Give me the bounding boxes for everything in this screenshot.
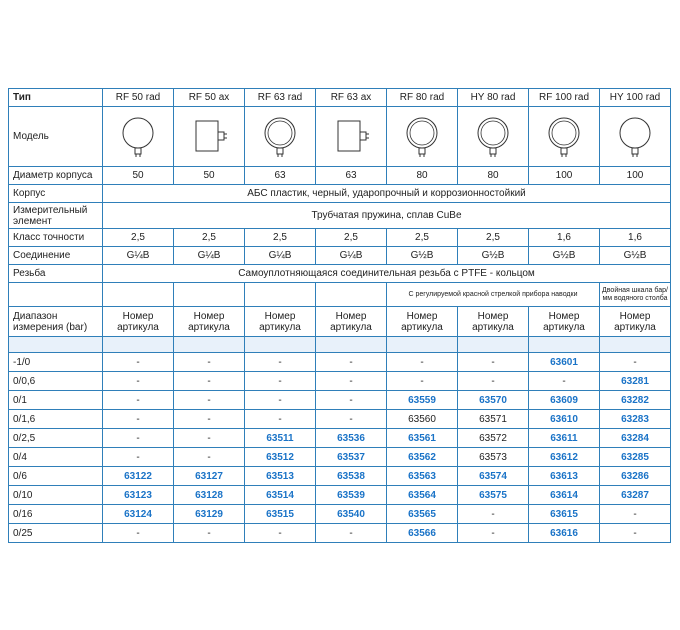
notes-row (9, 283, 671, 307)
article-number-cell: 63538 (316, 467, 387, 486)
range-label: 0/6 (9, 467, 103, 486)
article-number-cell: 63512 (245, 448, 316, 467)
type-cell: RF 50 ax (174, 89, 245, 107)
range-header-row (9, 307, 671, 337)
article-number-cell: 63560 (387, 410, 458, 429)
accuracy-cell: 2,5 (458, 229, 529, 247)
article-number-cell: 63122 (103, 467, 174, 486)
empty-cell: - (103, 391, 174, 410)
spacer-row (9, 337, 671, 353)
article-number-cell: 63611 (529, 429, 600, 448)
range-label: 0/25 (9, 524, 103, 543)
range-row (9, 524, 671, 543)
empty-cell: - (316, 391, 387, 410)
model-row (9, 107, 671, 167)
article-number-cell: 63283 (600, 410, 671, 429)
range-row (9, 391, 671, 410)
range-row (9, 467, 671, 486)
type-cell: HY 100 rad (600, 89, 671, 107)
article-header: Номер артикула (458, 307, 529, 337)
housing-label: Корпус (9, 185, 103, 203)
article-number-cell: 63124 (103, 505, 174, 524)
empty-cell: - (174, 524, 245, 543)
connection-cell: G½B (387, 247, 458, 265)
gauge-radial-icon (260, 115, 300, 159)
article-number-cell: 63612 (529, 448, 600, 467)
article-number-cell: 63286 (600, 467, 671, 486)
type-row (9, 89, 671, 107)
article-number-cell: 63514 (245, 486, 316, 505)
diameter-cell: 63 (245, 167, 316, 185)
connection-cell: G½B (458, 247, 529, 265)
article-header: Номер артикула (103, 307, 174, 337)
article-number-cell: 63513 (245, 467, 316, 486)
empty-cell: - (245, 524, 316, 543)
gauge-axial-icon (186, 115, 232, 159)
article-number-cell: 63282 (600, 391, 671, 410)
article-number-cell: 63515 (245, 505, 316, 524)
thread-label: Резьба (9, 265, 103, 283)
gauge-spec-table (8, 88, 671, 543)
article-number-cell: 63539 (316, 486, 387, 505)
type-cell: RF 63 rad (245, 89, 316, 107)
article-header: Номер артикула (387, 307, 458, 337)
diameter-cell: 80 (458, 167, 529, 185)
empty-cell: - (600, 353, 671, 372)
empty-cell: - (103, 372, 174, 391)
article-number-cell: 63566 (387, 524, 458, 543)
gauge-radial-icon (118, 115, 158, 159)
model-cell (103, 107, 174, 167)
empty-cell: - (245, 372, 316, 391)
article-number-cell: 63614 (529, 486, 600, 505)
range-label: 0/1,6 (9, 410, 103, 429)
accuracy-label: Класс точности (9, 229, 103, 247)
gauge-radial-icon (473, 115, 513, 159)
empty-cell: - (458, 505, 529, 524)
empty-cell: - (103, 353, 174, 372)
empty-cell: - (529, 372, 600, 391)
element-value: Трубчатая пружина, сплав CuBe (103, 203, 671, 229)
article-number-cell: 63563 (387, 467, 458, 486)
element-label: Измерительный элемент (9, 203, 103, 229)
empty-cell: - (174, 448, 245, 467)
article-number-cell: 63574 (458, 467, 529, 486)
range-row (9, 448, 671, 467)
article-number-cell: 63616 (529, 524, 600, 543)
type-label: Тип (9, 89, 103, 107)
article-number-cell: 63565 (387, 505, 458, 524)
article-number-cell: 63287 (600, 486, 671, 505)
connection-cell: G¼B (174, 247, 245, 265)
article-number-cell: 63615 (529, 505, 600, 524)
housing-value: АБС пластик, черный, ударопрочный и коррозионностойкий (103, 185, 671, 203)
type-cell: RF 63 ax (316, 89, 387, 107)
accuracy-cell: 2,5 (316, 229, 387, 247)
empty-cell: - (458, 372, 529, 391)
empty-cell: - (387, 372, 458, 391)
model-cell (245, 107, 316, 167)
connection-label: Соединение (9, 247, 103, 265)
article-number-cell: 63601 (529, 353, 600, 372)
range-label: 0/0,6 (9, 372, 103, 391)
empty-cell: - (458, 353, 529, 372)
diameter-row (9, 167, 671, 185)
range-row (9, 486, 671, 505)
type-cell: HY 80 rad (458, 89, 529, 107)
empty-cell: - (316, 410, 387, 429)
range-label: 0/10 (9, 486, 103, 505)
article-number-cell: 63511 (245, 429, 316, 448)
empty-cell: - (245, 410, 316, 429)
model-cell (600, 107, 671, 167)
note-adjustable-pointer: С регулируемой красной стрелкой прибора наводки (387, 283, 600, 307)
gauge-axial-icon (328, 115, 374, 159)
empty-cell: - (174, 372, 245, 391)
empty-cell: - (174, 429, 245, 448)
article-number-cell: 63540 (316, 505, 387, 524)
range-row (9, 410, 671, 429)
article-number-cell: 63285 (600, 448, 671, 467)
article-number-cell: 63572 (458, 429, 529, 448)
model-cell (529, 107, 600, 167)
empty-cell: - (103, 410, 174, 429)
accuracy-cell: 2,5 (103, 229, 174, 247)
article-number-cell: 63570 (458, 391, 529, 410)
range-label: 0/16 (9, 505, 103, 524)
empty-cell: - (103, 429, 174, 448)
thread-value: Самоуплотняющаяся соединительная резьба с PTFE - кольцом (103, 265, 671, 283)
connection-cell: G¼B (103, 247, 174, 265)
gauge-radial-icon (544, 115, 584, 159)
article-number-cell: 63284 (600, 429, 671, 448)
model-label: Модель (9, 107, 103, 167)
empty-cell: - (458, 524, 529, 543)
accuracy-row (9, 229, 671, 247)
thread-row (9, 265, 671, 283)
range-label: -1/0 (9, 353, 103, 372)
diameter-cell: 63 (316, 167, 387, 185)
type-cell: RF 50 rad (103, 89, 174, 107)
diameter-cell: 50 (103, 167, 174, 185)
empty-cell: - (103, 448, 174, 467)
empty-cell: - (245, 353, 316, 372)
diameter-label: Диаметр корпуса (9, 167, 103, 185)
article-number-cell: 63575 (458, 486, 529, 505)
article-number-cell: 63573 (458, 448, 529, 467)
accuracy-cell: 2,5 (174, 229, 245, 247)
empty-cell: - (316, 372, 387, 391)
empty-cell: - (174, 391, 245, 410)
article-number-cell: 63613 (529, 467, 600, 486)
article-header: Номер артикула (529, 307, 600, 337)
article-number-cell: 63564 (387, 486, 458, 505)
empty-cell: - (600, 524, 671, 543)
housing-row (9, 185, 671, 203)
connection-row (9, 247, 671, 265)
gauge-radial-icon (615, 115, 655, 159)
range-label: 0/4 (9, 448, 103, 467)
connection-cell: G¼B (316, 247, 387, 265)
diameter-cell: 100 (600, 167, 671, 185)
article-number-cell: 63128 (174, 486, 245, 505)
empty-cell: - (387, 353, 458, 372)
article-number-cell: 63536 (316, 429, 387, 448)
empty-cell: - (316, 524, 387, 543)
diameter-cell: 100 (529, 167, 600, 185)
range-row (9, 353, 671, 372)
range-header-label: Диапазон измерения (bar) (9, 307, 103, 337)
accuracy-cell: 2,5 (387, 229, 458, 247)
article-number-cell: 63609 (529, 391, 600, 410)
connection-cell: G½B (600, 247, 671, 265)
model-cell (316, 107, 387, 167)
range-label: 0/1 (9, 391, 103, 410)
type-cell: RF 100 rad (529, 89, 600, 107)
empty-cell: - (245, 391, 316, 410)
article-number-cell: 63129 (174, 505, 245, 524)
connection-cell: G½B (529, 247, 600, 265)
model-cell (387, 107, 458, 167)
empty-cell: - (316, 353, 387, 372)
article-number-cell: 63571 (458, 410, 529, 429)
accuracy-cell: 1,6 (600, 229, 671, 247)
empty-cell: - (103, 524, 174, 543)
accuracy-cell: 1,6 (529, 229, 600, 247)
diameter-cell: 50 (174, 167, 245, 185)
range-row (9, 372, 671, 391)
model-cell (458, 107, 529, 167)
article-header: Номер артикула (245, 307, 316, 337)
article-number-cell: 63610 (529, 410, 600, 429)
article-number-cell: 63123 (103, 486, 174, 505)
article-header: Номер артикула (316, 307, 387, 337)
article-header: Номер артикула (174, 307, 245, 337)
article-number-cell: 63561 (387, 429, 458, 448)
article-number-cell: 63537 (316, 448, 387, 467)
range-row (9, 429, 671, 448)
article-number-cell: 63127 (174, 467, 245, 486)
article-number-cell: 63281 (600, 372, 671, 391)
type-cell: RF 80 rad (387, 89, 458, 107)
empty-cell: - (174, 410, 245, 429)
connection-cell: G¼B (245, 247, 316, 265)
model-cell (174, 107, 245, 167)
article-header: Номер артикула (600, 307, 671, 337)
diameter-cell: 80 (387, 167, 458, 185)
article-number-cell: 63562 (387, 448, 458, 467)
gauge-radial-icon (402, 115, 442, 159)
empty-cell: - (600, 505, 671, 524)
accuracy-cell: 2,5 (245, 229, 316, 247)
note-dual-scale: Двойная шкала бар/ мм водяного столба (600, 283, 671, 307)
empty-cell: - (174, 353, 245, 372)
range-row (9, 505, 671, 524)
element-row (9, 203, 671, 229)
range-label: 0/2,5 (9, 429, 103, 448)
article-number-cell: 63559 (387, 391, 458, 410)
